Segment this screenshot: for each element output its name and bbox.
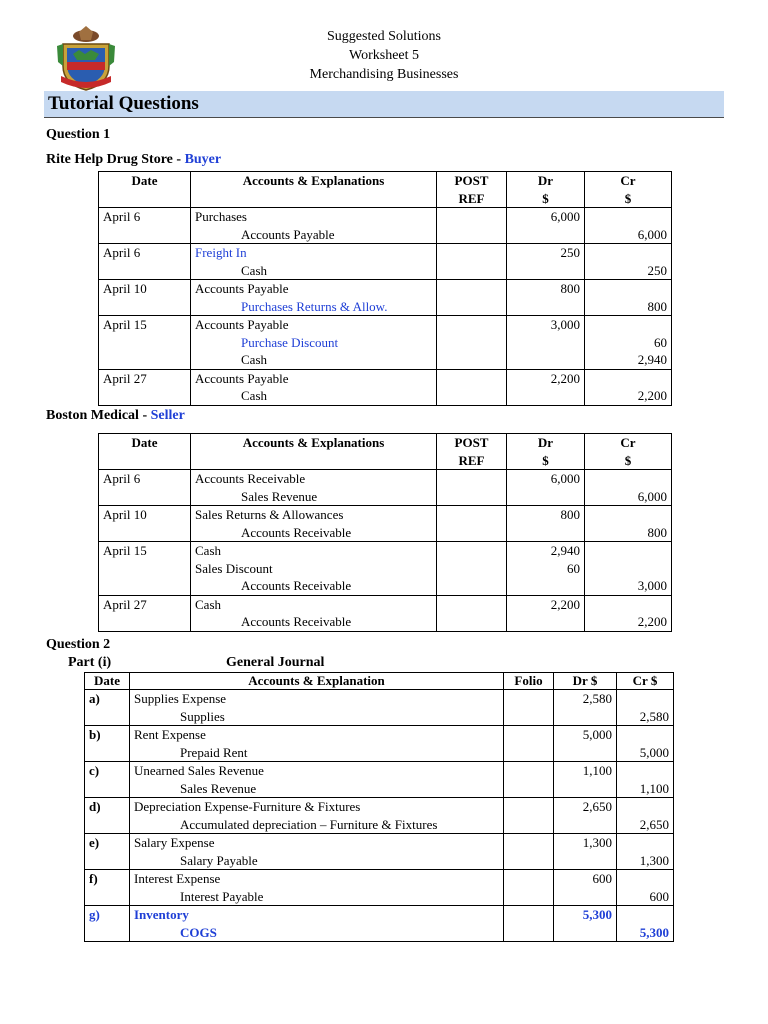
debit-amount: 800 bbox=[560, 281, 580, 296]
debit-amount: 60 bbox=[567, 560, 580, 576]
account-line: Salary Expense bbox=[134, 835, 215, 850]
entry-accounts bbox=[191, 280, 437, 316]
credit-amount bbox=[589, 208, 667, 226]
entry-post-ref bbox=[504, 762, 554, 798]
credit-amount bbox=[621, 798, 669, 816]
entry-date-text: d) bbox=[89, 799, 101, 814]
journal-row bbox=[85, 834, 674, 870]
journal-row bbox=[99, 369, 672, 405]
account-line: Prepaid Rent bbox=[180, 744, 248, 760]
entry-date-text: April 15 bbox=[103, 317, 147, 332]
entry-accounts bbox=[130, 906, 504, 942]
debit-amount bbox=[511, 226, 580, 244]
credit-amount: 800 bbox=[647, 298, 667, 314]
entry-debit bbox=[554, 906, 617, 942]
question-2-label: Question 2 bbox=[46, 637, 111, 652]
entry-accounts bbox=[130, 726, 504, 762]
entry-accounts bbox=[191, 244, 437, 280]
entry-debit bbox=[554, 690, 617, 726]
entry-accounts bbox=[130, 834, 504, 870]
account-line: Rent Expense bbox=[134, 727, 206, 742]
entry-date bbox=[85, 834, 130, 870]
entry-date-text: April 6 bbox=[103, 471, 141, 486]
entry-post-ref bbox=[504, 870, 554, 906]
entry-accounts bbox=[191, 595, 437, 631]
col-date: Date bbox=[99, 172, 191, 208]
account-line: Cash bbox=[241, 388, 267, 403]
buyer-heading bbox=[46, 152, 221, 168]
account-line: Salary Payable bbox=[180, 852, 258, 868]
debit-amount bbox=[511, 488, 580, 506]
debit-amount bbox=[511, 387, 580, 405]
entry-date bbox=[85, 726, 130, 762]
credit-amount bbox=[589, 506, 667, 524]
entry-date-text: f) bbox=[89, 871, 98, 886]
account-line: Inventory bbox=[134, 907, 189, 922]
credit-amount bbox=[589, 596, 667, 614]
credit-amount bbox=[589, 370, 667, 388]
seller-journal-table bbox=[98, 433, 672, 632]
entry-post-ref bbox=[437, 506, 507, 542]
debit-amount bbox=[558, 816, 612, 834]
entry-date bbox=[85, 906, 130, 942]
entry-date bbox=[99, 595, 191, 631]
debit-amount: 1,100 bbox=[582, 763, 612, 778]
general-journal-table bbox=[84, 672, 674, 942]
entry-date-text: April 27 bbox=[103, 370, 147, 386]
entry-accounts bbox=[130, 870, 504, 906]
debit-amount bbox=[558, 852, 612, 870]
journal-title: General Journal bbox=[226, 655, 325, 670]
journal-row bbox=[99, 506, 672, 542]
account-line: Sales Returns & Allowances bbox=[195, 507, 344, 522]
entry-post-ref bbox=[437, 280, 507, 316]
entry-credit bbox=[617, 690, 674, 726]
entry-accounts bbox=[191, 208, 437, 244]
debit-amount: 2,580 bbox=[582, 691, 612, 706]
entry-date-text: April 10 bbox=[103, 507, 147, 522]
entry-debit bbox=[507, 470, 585, 506]
account-line: Accounts Payable bbox=[241, 226, 335, 242]
col-cr: Cr $ bbox=[617, 673, 674, 690]
debit-amount: 5,000 bbox=[582, 727, 612, 742]
col-post-ref: POST REF bbox=[437, 172, 507, 208]
col-cr: Cr $ bbox=[585, 172, 672, 208]
account-line: Cash bbox=[195, 543, 221, 558]
buyer-name: Rite Help Drug Store - bbox=[46, 152, 185, 167]
entry-debit bbox=[507, 542, 585, 596]
entry-debit bbox=[507, 595, 585, 631]
entry-post-ref bbox=[437, 470, 507, 506]
credit-amount: 2,200 bbox=[637, 388, 667, 403]
credit-amount bbox=[621, 906, 669, 924]
entry-date bbox=[99, 280, 191, 316]
entry-date-text: April 6 bbox=[103, 209, 141, 224]
entry-credit bbox=[585, 470, 672, 506]
debit-amount bbox=[511, 262, 580, 280]
journal-row bbox=[99, 208, 672, 244]
debit-amount bbox=[511, 524, 580, 542]
section-title: Tutorial Questions bbox=[48, 93, 199, 114]
entry-credit bbox=[617, 834, 674, 870]
account-line: Cash bbox=[195, 596, 221, 612]
credit-amount: 5,300 bbox=[639, 924, 669, 940]
debit-amount: 5,300 bbox=[582, 907, 612, 922]
entry-post-ref bbox=[504, 726, 554, 762]
entry-post-ref bbox=[437, 316, 507, 370]
account-line: Sales Revenue bbox=[180, 780, 257, 796]
entry-credit bbox=[585, 316, 672, 370]
table-header-row bbox=[99, 434, 672, 470]
col-cr: Cr $ bbox=[585, 434, 672, 470]
debit-amount bbox=[511, 577, 580, 595]
entry-date-text: g) bbox=[89, 907, 100, 922]
entry-post-ref bbox=[437, 369, 507, 405]
entry-debit bbox=[554, 798, 617, 834]
table-header-row bbox=[99, 172, 672, 208]
entry-date bbox=[85, 870, 130, 906]
entry-date-text: b) bbox=[89, 727, 101, 742]
account-line: Freight In bbox=[195, 245, 247, 260]
entry-debit bbox=[507, 316, 585, 370]
account-line: Cash bbox=[241, 352, 267, 367]
entry-date bbox=[99, 316, 191, 370]
debit-amount: 2,200 bbox=[550, 596, 580, 612]
credit-amount: 5,000 bbox=[639, 744, 669, 760]
entry-accounts bbox=[130, 762, 504, 798]
credit-amount: 600 bbox=[649, 888, 669, 904]
entry-credit bbox=[617, 762, 674, 798]
credit-amount: 800 bbox=[647, 524, 667, 540]
entry-credit bbox=[585, 506, 672, 542]
credit-amount bbox=[621, 762, 669, 780]
account-line: Depreciation Expense-Furniture & Fixtures bbox=[134, 799, 361, 814]
account-line: Supplies Expense bbox=[134, 691, 227, 706]
credit-amount: 60 bbox=[654, 334, 667, 350]
entry-date bbox=[99, 369, 191, 405]
journal-row bbox=[85, 906, 674, 942]
debit-amount: 250 bbox=[560, 245, 580, 260]
entry-accounts bbox=[191, 506, 437, 542]
entry-post-ref bbox=[437, 244, 507, 280]
entry-credit bbox=[617, 906, 674, 942]
entry-accounts bbox=[191, 470, 437, 506]
account-line: Interest Expense bbox=[134, 871, 221, 886]
header-line-1: Suggested Solutions bbox=[327, 29, 441, 44]
entry-credit bbox=[585, 542, 672, 596]
entry-date-text: April 10 bbox=[103, 281, 147, 296]
entry-date bbox=[99, 208, 191, 244]
col-accounts: Accounts & Explanation bbox=[130, 673, 504, 690]
debit-amount bbox=[511, 351, 580, 369]
debit-amount: 2,650 bbox=[582, 799, 612, 814]
account-line: Purchases Returns & Allow. bbox=[241, 298, 388, 314]
journal-row bbox=[85, 798, 674, 834]
section-title-band bbox=[44, 91, 724, 118]
entry-accounts bbox=[191, 369, 437, 405]
debit-amount bbox=[511, 298, 580, 316]
credit-amount bbox=[621, 870, 669, 888]
journal-row bbox=[99, 244, 672, 280]
journal-row bbox=[99, 595, 672, 631]
entry-debit bbox=[554, 834, 617, 870]
buyer-journal-table bbox=[98, 171, 672, 406]
entry-accounts bbox=[191, 542, 437, 596]
debit-amount bbox=[511, 613, 580, 631]
credit-amount bbox=[589, 470, 667, 488]
account-line: Cash bbox=[241, 262, 267, 278]
debit-amount bbox=[558, 924, 612, 942]
entry-credit bbox=[617, 798, 674, 834]
debit-amount bbox=[511, 334, 580, 352]
debit-amount: 6,000 bbox=[550, 209, 580, 224]
entry-credit bbox=[617, 726, 674, 762]
entry-debit bbox=[507, 506, 585, 542]
debit-amount: 1,300 bbox=[582, 835, 612, 850]
entry-date bbox=[85, 690, 130, 726]
entry-date-text: e) bbox=[89, 835, 100, 850]
entry-date bbox=[99, 506, 191, 542]
entry-debit bbox=[507, 369, 585, 405]
entry-post-ref bbox=[437, 595, 507, 631]
col-post-ref: POST REF bbox=[437, 434, 507, 470]
debit-amount bbox=[558, 888, 612, 906]
account-line: Accounts Payable bbox=[195, 281, 289, 296]
col-dr: Dr $ bbox=[507, 172, 585, 208]
debit-amount: 800 bbox=[560, 507, 580, 522]
part-label: Part (i) bbox=[68, 655, 112, 670]
seller-heading bbox=[46, 408, 185, 424]
journal-row bbox=[85, 762, 674, 798]
credit-amount bbox=[589, 560, 667, 578]
account-line: Accounts Receivable bbox=[241, 524, 352, 540]
entry-post-ref bbox=[504, 906, 554, 942]
entry-date bbox=[99, 470, 191, 506]
debit-amount: 3,000 bbox=[550, 317, 580, 332]
journal-row bbox=[85, 690, 674, 726]
question-1-label: Question 1 bbox=[46, 127, 111, 142]
credit-amount bbox=[589, 542, 667, 560]
entry-credit bbox=[585, 280, 672, 316]
debit-amount: 2,940 bbox=[550, 543, 580, 558]
entry-date bbox=[85, 798, 130, 834]
credit-amount: 2,580 bbox=[639, 708, 669, 724]
header-line-2: Worksheet 5 bbox=[348, 48, 420, 63]
account-line: Sales Discount bbox=[195, 560, 273, 576]
col-date: Date bbox=[85, 673, 130, 690]
credit-amount: 250 bbox=[647, 262, 667, 278]
entry-post-ref bbox=[504, 798, 554, 834]
entry-debit bbox=[507, 208, 585, 244]
credit-amount: 6,000 bbox=[637, 226, 667, 242]
buyer-role: Buyer bbox=[184, 152, 222, 167]
entry-credit bbox=[585, 595, 672, 631]
debit-amount: 600 bbox=[592, 871, 612, 886]
journal-row bbox=[85, 726, 674, 762]
credit-amount: 3,000 bbox=[637, 578, 667, 593]
entry-credit bbox=[617, 870, 674, 906]
account-line: Supplies bbox=[180, 708, 225, 724]
account-line: Interest Payable bbox=[180, 888, 264, 904]
credit-amount: 2,200 bbox=[637, 614, 667, 629]
entry-post-ref bbox=[504, 690, 554, 726]
account-line: Unearned Sales Revenue bbox=[134, 763, 264, 778]
account-line: Accounts Payable bbox=[195, 317, 289, 332]
seller-role: Seller bbox=[150, 408, 185, 423]
entry-date-text: April 27 bbox=[103, 596, 147, 612]
entry-date bbox=[99, 244, 191, 280]
entry-debit bbox=[554, 726, 617, 762]
account-line: Accounts Payable bbox=[195, 370, 289, 386]
entry-date-text: a) bbox=[89, 691, 100, 706]
entry-post-ref bbox=[504, 834, 554, 870]
entry-debit bbox=[507, 244, 585, 280]
credit-amount: 1,100 bbox=[639, 780, 669, 796]
journal-row bbox=[99, 316, 672, 370]
debit-amount: 6,000 bbox=[550, 471, 580, 486]
entry-credit bbox=[585, 244, 672, 280]
account-line: Accounts Receivable bbox=[241, 614, 352, 629]
entry-debit bbox=[507, 280, 585, 316]
journal-row bbox=[99, 542, 672, 596]
header-line-3: Merchandising Businesses bbox=[309, 67, 459, 82]
col-date: Date bbox=[99, 434, 191, 470]
credit-amount bbox=[589, 244, 667, 262]
journal-row bbox=[99, 280, 672, 316]
account-line: Purchases bbox=[195, 209, 247, 224]
account-line: COGS bbox=[180, 924, 217, 940]
entry-credit bbox=[585, 369, 672, 405]
col-folio: Folio bbox=[504, 673, 554, 690]
entry-date-text: April 15 bbox=[103, 543, 147, 558]
account-line: Accounts Receivable bbox=[195, 471, 306, 486]
credit-amount bbox=[621, 690, 669, 708]
entry-post-ref bbox=[437, 542, 507, 596]
entry-credit bbox=[585, 208, 672, 244]
col-dr: Dr $ bbox=[554, 673, 617, 690]
entry-date-text: c) bbox=[89, 763, 100, 778]
debit-amount bbox=[558, 744, 612, 762]
credit-amount bbox=[589, 280, 667, 298]
seller-name: Boston Medical - bbox=[46, 408, 151, 423]
journal-row bbox=[85, 870, 674, 906]
account-line: Purchase Discount bbox=[241, 334, 339, 350]
entry-post-ref bbox=[437, 208, 507, 244]
entry-accounts bbox=[191, 316, 437, 370]
credit-amount bbox=[621, 726, 669, 744]
journal-row bbox=[99, 470, 672, 506]
debit-amount bbox=[558, 708, 612, 726]
credit-amount: 2,650 bbox=[639, 816, 669, 832]
credit-amount: 1,300 bbox=[639, 852, 669, 868]
entry-date bbox=[99, 542, 191, 596]
table-header-row bbox=[85, 673, 674, 690]
entry-accounts bbox=[130, 690, 504, 726]
credit-amount bbox=[621, 834, 669, 852]
account-line: Accumulated depreciation – Furniture & Fixtures bbox=[180, 816, 438, 832]
entry-debit bbox=[554, 762, 617, 798]
entry-date bbox=[85, 762, 130, 798]
credit-amount: 2,940 bbox=[637, 352, 667, 367]
debit-amount bbox=[558, 780, 612, 798]
credit-amount: 6,000 bbox=[637, 488, 667, 504]
debit-amount: 2,200 bbox=[550, 370, 580, 386]
account-line: Accounts Receivable bbox=[241, 578, 352, 593]
credit-amount bbox=[589, 316, 667, 334]
entry-date-text: April 6 bbox=[103, 245, 141, 260]
entry-accounts bbox=[130, 798, 504, 834]
account-line: Sales Revenue bbox=[241, 488, 318, 504]
entry-debit bbox=[554, 870, 617, 906]
col-dr: Dr $ bbox=[507, 434, 585, 470]
col-accounts: Accounts & Explanations bbox=[191, 172, 437, 208]
col-accounts: Accounts & Explanations bbox=[191, 434, 437, 470]
